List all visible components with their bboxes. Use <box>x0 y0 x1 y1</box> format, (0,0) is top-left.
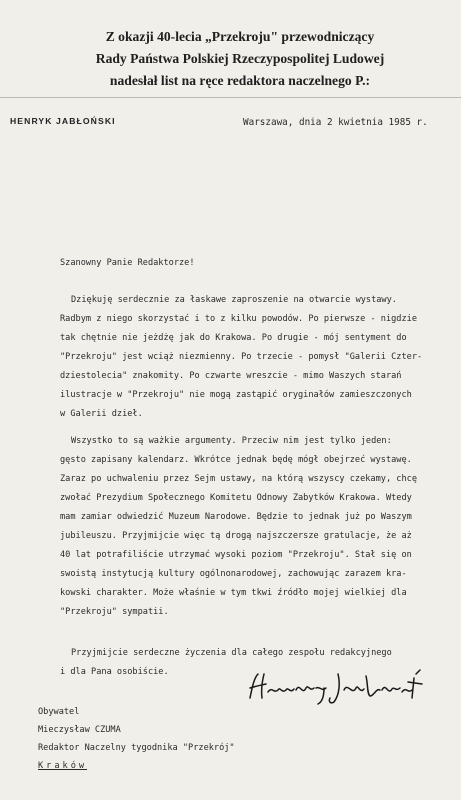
headline-line-1: Z okazji 40-lecia „Przekroju" przewodniczący <box>105 29 375 44</box>
handwritten-signature <box>246 668 436 706</box>
paragraph-line: tak chętnie nie jeżdżę jak do Krakowa. Po drugie - mój sentyment do <box>60 333 407 343</box>
sender-name: HENRYK JABŁOŃSKI <box>10 116 116 126</box>
paragraph-line: swoistą instytucją kultury ogólnonarodowej, zachowując zarazem kra- <box>60 569 407 579</box>
paragraph-line: mam zamiar odwiedzić Muzeum Narodowe. Będzie to jednak już po Waszym <box>60 512 412 522</box>
paragraph-line: Dziękuję serdecznie za łaskawe zaproszenie na otwarcie wystawy. <box>71 295 397 305</box>
addressee-position: Redaktor Naczelny tygodnika "Przekrój" <box>38 743 235 753</box>
addressee-title: Obywatel <box>38 707 80 717</box>
headline <box>40 26 440 92</box>
paragraph-line: 40 lat potrafiliście utrzymać wysoki poziom "Przekroju". Stał się on <box>60 550 412 560</box>
divider-rule <box>0 97 461 98</box>
addressee-name: Mieczysław CZUMA <box>38 725 121 735</box>
paragraph-line: ilustracje w "Przekroju" nie mogą zastąpić oryginałów zamieszczonych <box>60 390 412 400</box>
paragraph-line: Radbym z niego skorzystać i to z kilku powodów. Po pierwsze - nigdzie <box>60 314 417 324</box>
paragraph-line: jubileuszu. Przyjmijcie więc tą drogą najszczersze gratulacje, że aż <box>60 531 412 541</box>
headline-line-2: Rady Państwa Polskiej Rzeczypospolitej Ludowej <box>95 51 385 66</box>
place-date: Warszawa, dnia 2 kwietnia 1985 r. <box>243 117 428 128</box>
paragraph-line: Wszystko to są ważkie argumenty. Przeciw nim jest tylko jeden: <box>71 436 392 446</box>
salutation: Szanowny Panie Redaktorze! <box>60 258 195 268</box>
paragraph-line: "Przekroju" jest wciąż niezmienny. Po trzecie - pomysł "Galerii Czter- <box>60 352 423 362</box>
paragraph-line: kowski charakter. Może właśnie w tym tkwi źródło mojej wielkiej dla <box>60 588 407 598</box>
headline-line-3: nadesłał list na ręce redaktora naczelnego P.: <box>109 73 371 88</box>
paragraph-line: w Galerii dzieł. <box>60 409 143 419</box>
paragraph-line: dziestolecia" znakomity. Po czwarte wreszcie - mimo Waszych starań <box>60 371 402 381</box>
addressee-city: Kraków <box>38 761 88 771</box>
paragraph-line: zwołać Prezydium Społecznego Komitetu Odnowy Zabytków Krakowa. Wtedy <box>60 493 412 503</box>
paragraph-line: Przyjmijcie serdeczne życzenia dla całego zespołu redakcyjnego <box>71 648 392 658</box>
paragraph-line: "Przekroju" sympatii. <box>60 607 169 617</box>
paragraph-line: Zaraz po uchwaleniu przez Sejm ustawy, na którą wszyscy czekamy, chcę <box>60 474 417 484</box>
paragraph-line: gęsto zapisany kalendarz. Wkrótce jednak będę mógł obejrzeć wystawę. <box>60 455 412 465</box>
paragraph-line: i dla Pana osobiście. <box>60 667 169 677</box>
